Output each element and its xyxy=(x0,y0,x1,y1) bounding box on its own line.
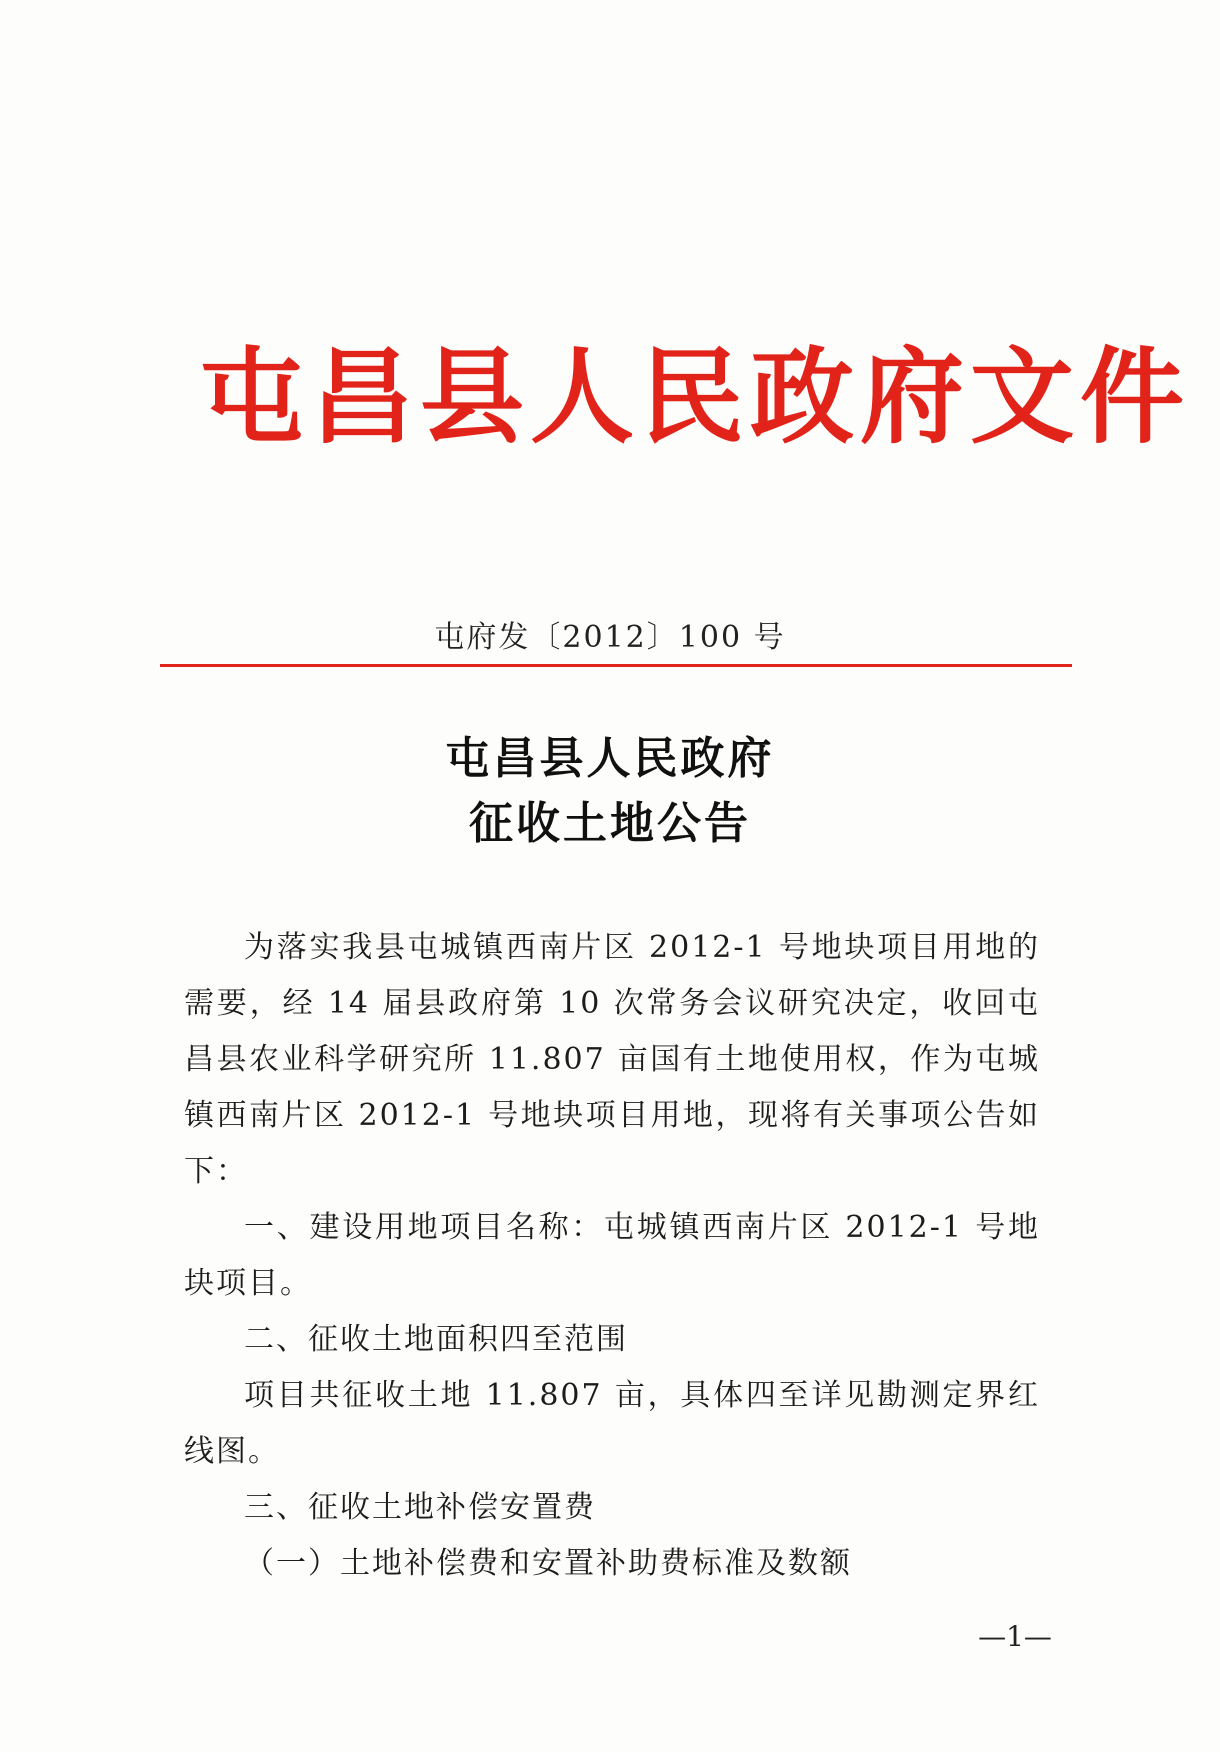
red-divider-line xyxy=(160,664,1072,667)
paragraph-intro: 为落实我县屯城镇西南片区 2012-1 号地块项目用地的需要，经 14 届县政府第 10 次常务会议研究决定，收回屯昌县农业科学研究所 11.807 亩国有土地使用权，作为屯城镇西南片区 2012-1 号地块项目用地，现将有关事项公告如下： xyxy=(184,930,1040,1189)
paragraph-area-detail: 项目共征收土地 11.807 亩，具体四至详见勘测定界红线图。 xyxy=(184,1378,1040,1469)
notice-body xyxy=(184,920,1040,1592)
paragraph-project-name: 一、建设用地项目名称：屯城镇西南片区 2012-1 号地块项目。 xyxy=(184,1210,1040,1301)
paragraph-section-compensation: 三、征收土地补偿安置费 xyxy=(244,1490,596,1525)
notice-heading-title: 征收土地公告 xyxy=(469,798,751,849)
paragraph-subsection-standards: （一）土地补偿费和安置补助费标准及数额 xyxy=(244,1546,852,1581)
paragraph-section-area: 二、征收土地面积四至范围 xyxy=(244,1322,628,1357)
document-title: 屯昌县人民政府文件 xyxy=(200,335,1191,458)
page-number: —1— xyxy=(978,1620,1052,1653)
notice-heading-issuer: 屯昌县人民政府 xyxy=(445,733,775,784)
document-number: 屯府发〔2012〕100 号 xyxy=(434,620,786,655)
